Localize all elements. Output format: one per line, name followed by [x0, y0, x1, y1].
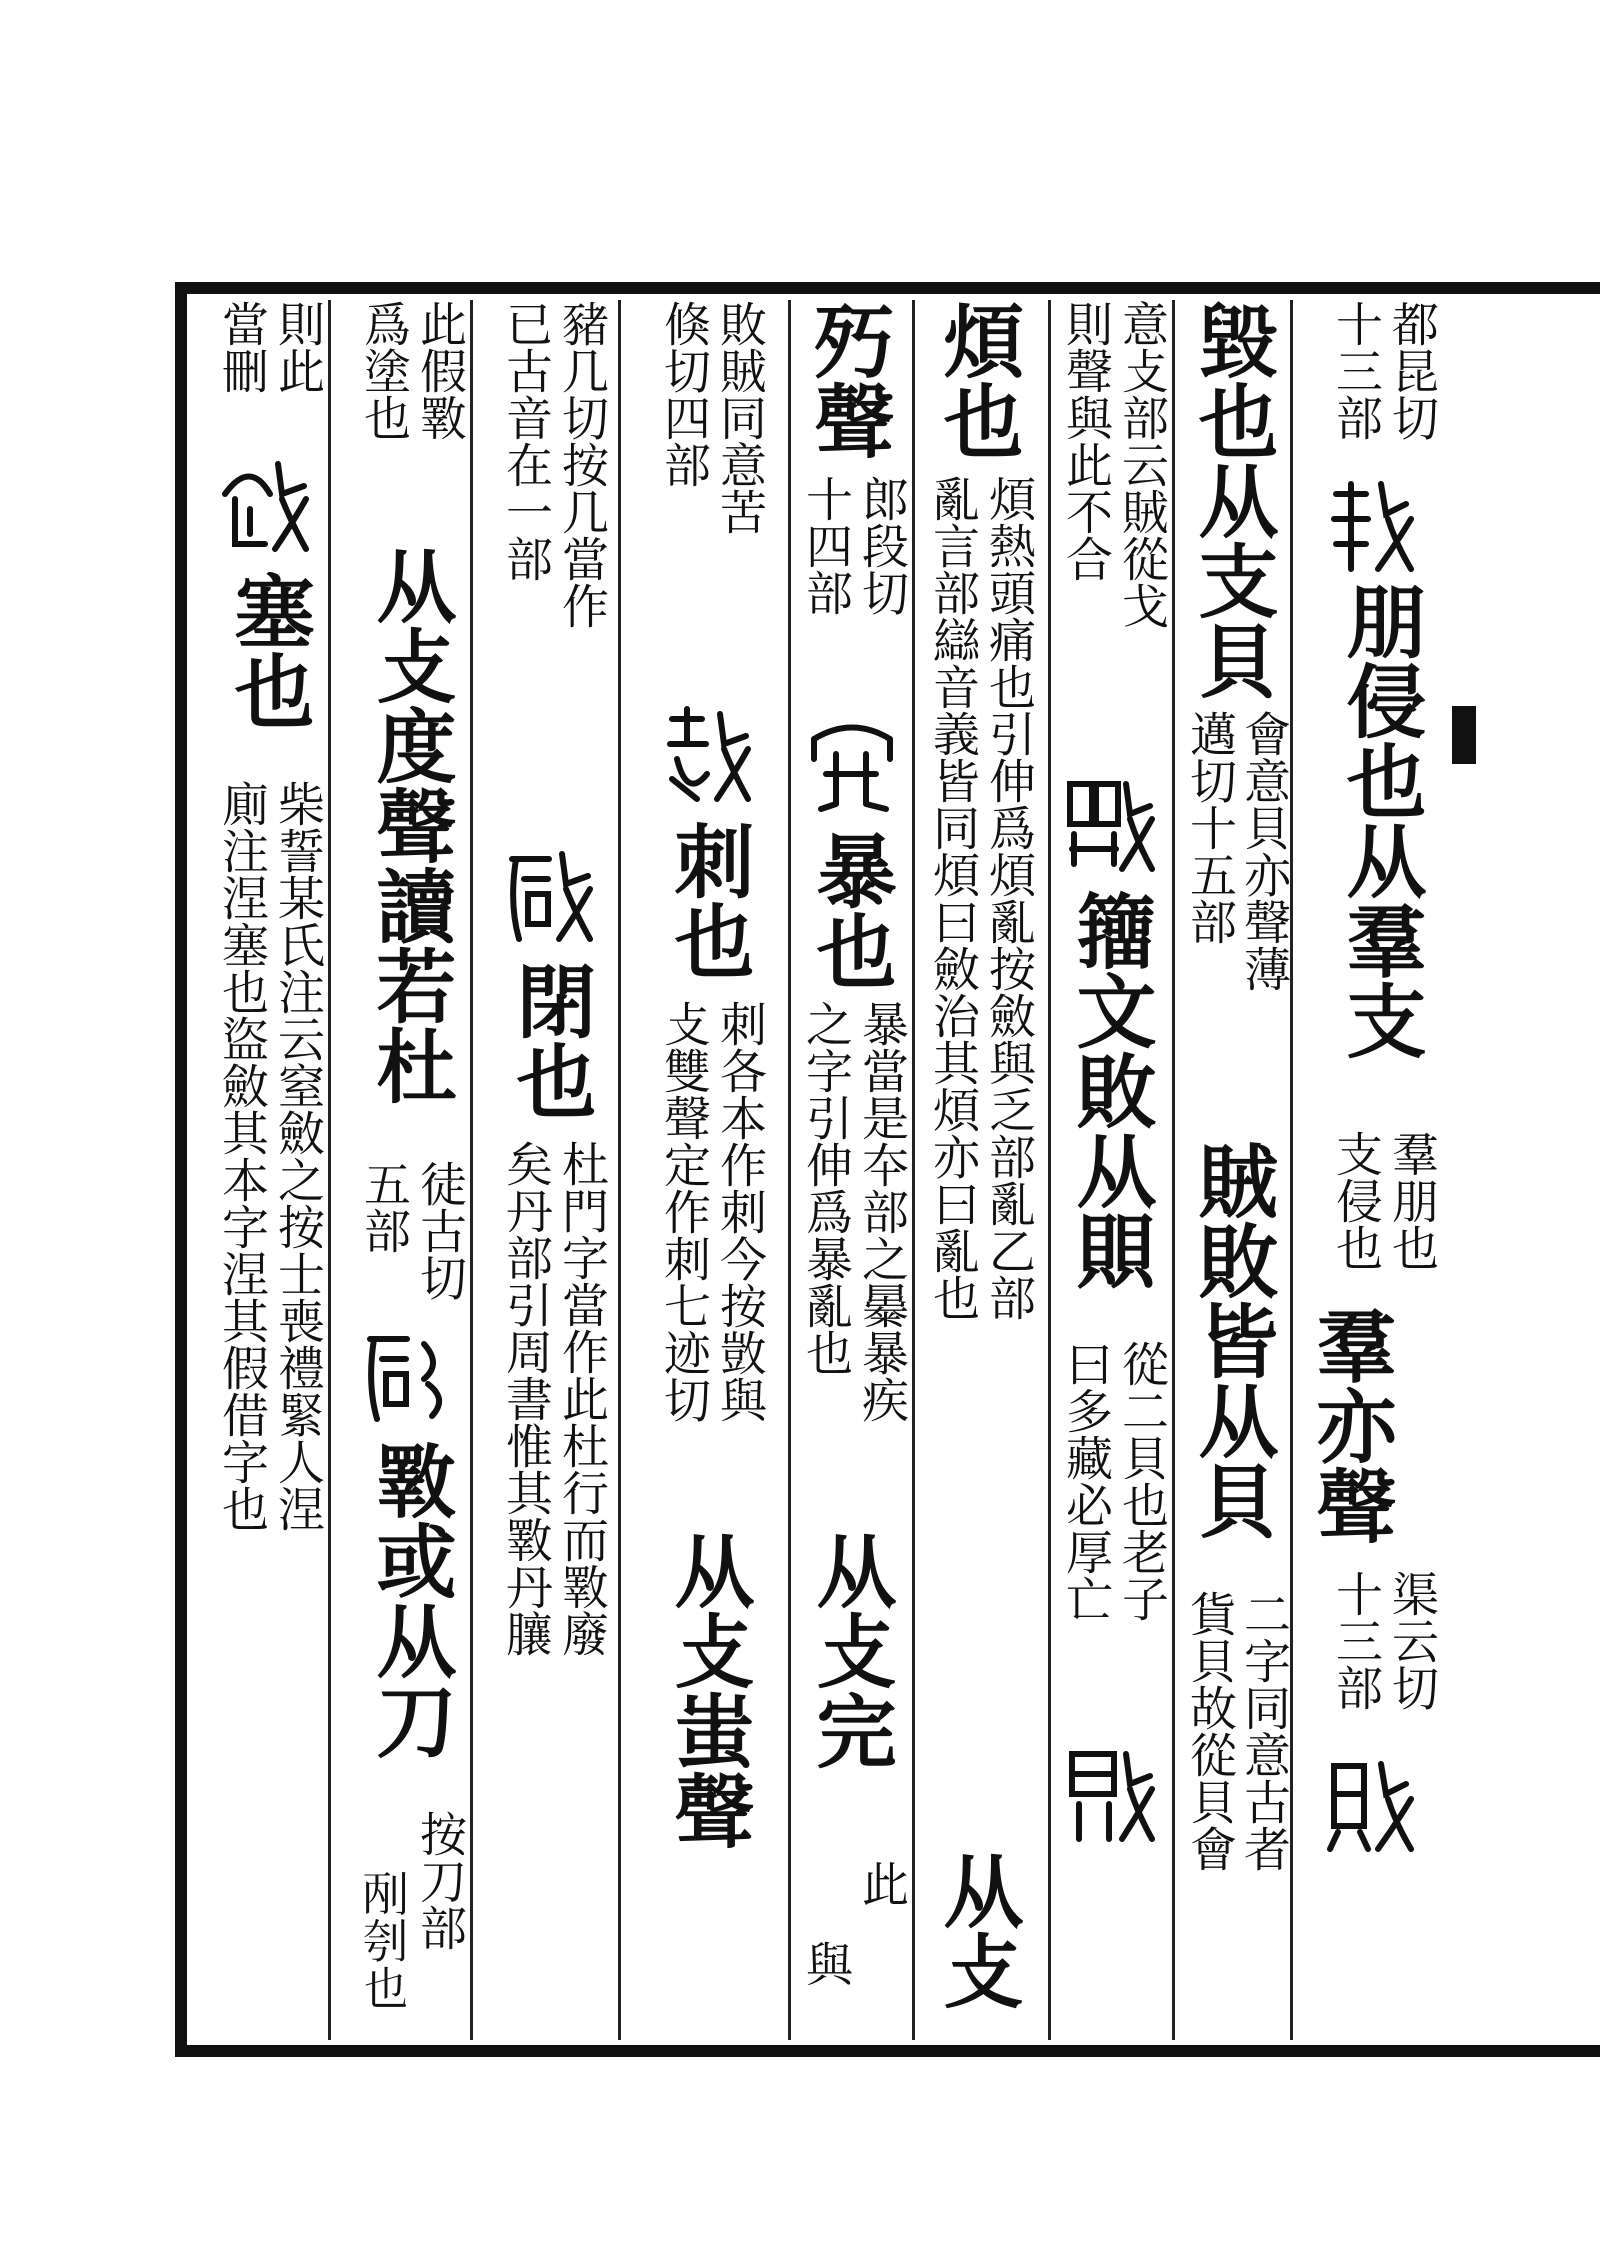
main-text-line: [1298, 1305, 1402, 1545]
annotation-text: 爲塗也: [356, 300, 411, 441]
annotation-line-left: [498, 300, 552, 582]
text-column-8: [332, 300, 470, 2040]
annotation-text: 𠛥刳也: [356, 1870, 411, 2011]
main-text-line: [1180, 300, 1284, 700]
seal-script-glyph: [1326, 474, 1418, 574]
annotation-line-left: [1328, 1130, 1382, 1271]
annotation-line-right: [270, 300, 324, 394]
annotation-text: 十四部: [798, 475, 853, 616]
annotation-line-left: [1328, 1570, 1382, 1711]
annotation-line-right: [854, 1000, 908, 1423]
column-rule: [618, 300, 621, 2040]
annotation-text: 敗賊同意苦: [712, 300, 767, 535]
annotation-text: 與: [798, 1940, 853, 1987]
annotation-line-right: [270, 780, 324, 1532]
annotation-text: 從二貝也老子: [1114, 1340, 1169, 1622]
seal-script-glyph: [1064, 774, 1156, 874]
annotation-line-left: [1058, 300, 1112, 582]
annotation-text: 已古音在一部: [498, 300, 553, 582]
main-text: 从攴完: [803, 1530, 897, 1770]
annotation-text: 渠云切: [1384, 1570, 1439, 1711]
annotation-text: 支侵也: [1328, 1130, 1383, 1271]
annotation-text: 都昆切: [1384, 300, 1439, 441]
column-rule: [1172, 300, 1175, 2040]
annotation-line-right: [1114, 300, 1168, 629]
annotation-text: 豬几切按几當作: [554, 300, 609, 629]
text-column-1: [1300, 300, 1450, 2040]
annotation-line-right: [981, 475, 1035, 1321]
main-text: 煩也: [930, 300, 1024, 460]
annotation-line-right: [412, 1810, 466, 1951]
annotation-text: 杜門字當作此杜行而斁廢: [554, 1140, 609, 1657]
annotation-text: 邁切十五部: [1182, 710, 1237, 945]
annotation-line-left: [356, 300, 410, 441]
annotation-text: 二字同意古者: [1236, 1590, 1291, 1872]
annotation-line-right: [712, 300, 766, 535]
annotation-line-left: [214, 780, 268, 1532]
annotation-text: 亂言部䜌音義皆同煩曰斂治其煩亦曰亂也: [925, 475, 980, 1321]
main-text-line: [1328, 580, 1432, 1060]
annotation-line-left: [356, 1870, 410, 2011]
main-text: 塞也: [221, 570, 315, 730]
annotation-line-left: [798, 1000, 852, 1376]
annotation-text: 按刀部: [412, 1810, 467, 1951]
main-text-line: [498, 960, 602, 1120]
main-text-line: [358, 545, 462, 1105]
seal-script-glyph: [806, 714, 898, 814]
seal-script-glyph: [220, 454, 312, 554]
annotation-text: 十三部: [1328, 300, 1383, 441]
annotation-text: 意攴部云賊從戈: [1114, 300, 1169, 629]
annotation-text: 倏切四部: [656, 300, 711, 488]
annotation-text: 則此: [270, 300, 325, 394]
annotation-line-right: [1384, 1130, 1438, 1271]
annotation-text: 此假斁: [412, 300, 467, 441]
seal-script-glyph: [362, 1324, 454, 1424]
annotation-line-left: [356, 1160, 410, 1254]
text-column-3: [1050, 300, 1172, 2040]
annotation-line-left: [498, 1140, 552, 1657]
text-column-5: [792, 300, 916, 2040]
column-rule: [328, 300, 331, 2040]
main-text: 朋侵也从羣支: [1333, 580, 1427, 1060]
annotation-line-right: [1236, 1590, 1290, 1872]
annotation-text: 當刪: [214, 300, 269, 394]
text-column-4: [915, 300, 1045, 2040]
annotation-text: 攴雙聲定作刺七迹切: [656, 1000, 711, 1423]
annotation-line-right: [854, 475, 908, 616]
annotation-text: 暴當是夲部之㬥暴疾: [854, 1000, 909, 1423]
main-text-line: [796, 300, 900, 460]
annotation-text: 矣丹部引周書惟其斁丹䑋: [498, 1140, 553, 1657]
main-text: 籒文敗从賏: [1063, 890, 1157, 1290]
main-text: 賊敗皆从貝: [1185, 1140, 1279, 1540]
annotation-line-left: [1058, 1340, 1112, 1622]
annotation-line-left: [1182, 710, 1236, 945]
annotation-line-left: [656, 300, 710, 488]
annotation-line-right: [854, 1860, 908, 1907]
seal-script-glyph: [1326, 1754, 1418, 1854]
annotation-line-right: [412, 300, 466, 441]
main-text-line: [656, 1530, 760, 1850]
main-text: 毀也从支貝: [1185, 300, 1279, 700]
annotation-line-right: [712, 1000, 766, 1423]
main-text: 㱙聲: [801, 300, 895, 460]
annotation-line-right: [1236, 710, 1290, 992]
main-text-line: [358, 1440, 462, 1760]
annotation-line-left: [925, 475, 979, 1321]
main-text-line: [925, 1850, 1029, 2010]
main-text: 从攴蚩聲: [661, 1530, 755, 1850]
annotation-text: 柴誓某氏注云窒斂之按士喪禮緊人涅: [270, 780, 325, 1532]
main-text-line: [798, 830, 902, 990]
annotation-text: 煩熱頭痛也引伸爲煩亂按斂與乏部亂乙部: [981, 475, 1036, 1321]
main-text-line: [216, 570, 320, 730]
main-text-line: [656, 820, 760, 980]
annotation-text: 曰多藏必厚亡: [1058, 1340, 1113, 1622]
seal-script-glyph: [1064, 1744, 1156, 1844]
seal-script-glyph: [662, 704, 754, 804]
annotation-line-right: [1384, 1570, 1438, 1711]
annotation-text: 之字引伸爲暴亂也: [798, 1000, 853, 1376]
annotation-text: 貨貝故從貝會: [1182, 1590, 1237, 1872]
annotation-text: 五部: [356, 1160, 411, 1254]
annotation-line-left: [214, 300, 268, 394]
seal-script-glyph: [504, 844, 596, 944]
annotation-text: 此: [854, 1860, 909, 1907]
annotation-text: 刺各本作刺今按敳與: [712, 1000, 767, 1423]
main-text-line: [798, 1530, 902, 1770]
annotation-line-right: [412, 1160, 466, 1301]
annotation-text: 羣朋也: [1384, 1130, 1439, 1271]
text-column-6: [622, 300, 788, 2040]
main-text: 刺也: [661, 820, 755, 980]
annotation-text: 則聲與此不合: [1058, 300, 1113, 582]
main-text-line: [925, 300, 1029, 460]
annotation-text: 會意貝亦聲薄: [1236, 710, 1291, 992]
annotation-line-right: [554, 300, 608, 629]
text-column-7: [474, 300, 618, 2040]
annotation-line-right: [1114, 1340, 1168, 1622]
annotation-text: 郎段切: [854, 475, 909, 616]
text-column-9: [192, 300, 328, 2040]
text-column-2: [1180, 300, 1292, 2040]
annotation-line-left: [798, 475, 852, 616]
column-rule: [470, 300, 473, 2040]
annotation-text: 徒古切: [412, 1160, 467, 1301]
annotation-line-left: [656, 1000, 710, 1423]
annotation-text: 廁注涅塞也盜斂其本字涅其假借字也: [214, 780, 269, 1532]
main-text: 斁或从刀: [363, 1440, 457, 1760]
main-text-line: [1058, 890, 1162, 1290]
column-rule: [788, 300, 791, 2040]
main-text: 从攴度聲讀若杜: [363, 545, 457, 1105]
annotation-line-right: [554, 1140, 608, 1657]
main-text: 暴也: [803, 830, 897, 990]
fold-edge-mark: [1452, 706, 1476, 764]
annotation-text: 十三部: [1328, 1570, 1383, 1711]
main-text: 羣亦聲: [1303, 1305, 1397, 1545]
annotation-line-left: [1182, 1590, 1236, 1872]
main-text: 閉也: [503, 960, 597, 1120]
annotation-line-left: [798, 1940, 852, 1987]
main-text: 从攴: [930, 1850, 1024, 2010]
main-text-line: [1180, 1140, 1284, 1540]
